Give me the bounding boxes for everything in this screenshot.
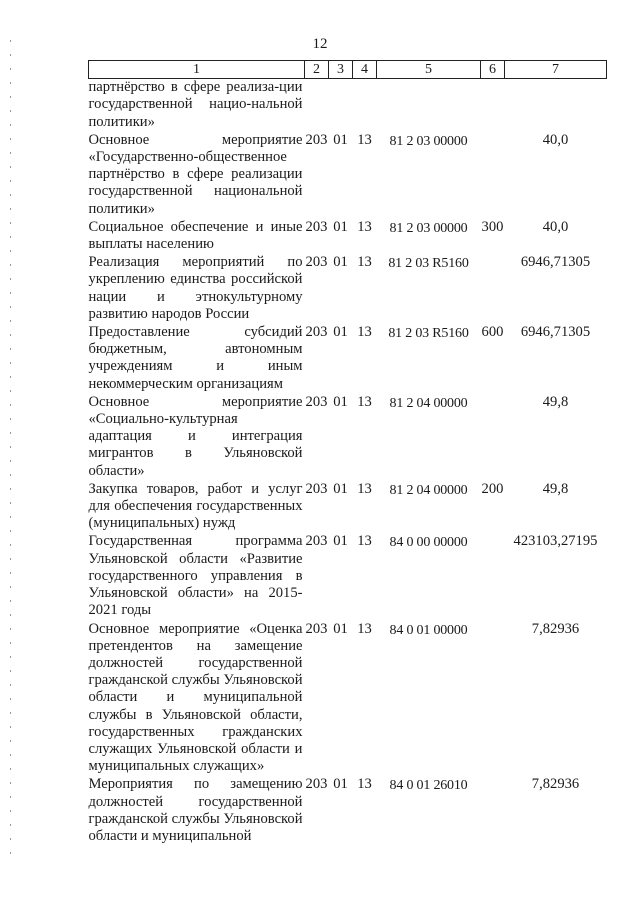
- row-name: Мероприятия по замещению должностей государственной гражданской службы Ульяновской области и муниципальной: [88, 776, 303, 844]
- row-code-section: [329, 79, 353, 132]
- table-row: [89, 621, 607, 777]
- row-code-section: 01: [333, 393, 348, 410]
- row-code-target: 81 2 03 00000: [389, 133, 468, 149]
- header-col-2: 2: [305, 61, 329, 79]
- row-amount: 40,0: [542, 218, 569, 235]
- row-code-subsection: 13: [357, 131, 372, 148]
- scan-margin-dots: [10, 40, 11, 860]
- row-code-expense-type: 200: [481, 480, 504, 497]
- row-amount: 7,82936: [531, 620, 580, 637]
- row-code-subsection: 13: [357, 254, 372, 271]
- table-row: [89, 132, 607, 219]
- row-code-subsection: 13: [357, 218, 372, 235]
- row-code-subsection: 13: [357, 324, 372, 341]
- row-code-section: 01: [333, 776, 348, 793]
- row-code-admin: 203: [305, 254, 328, 271]
- row-code-target: 84 0 01 00000: [389, 622, 468, 638]
- row-code-section: 01: [333, 480, 348, 497]
- row-amount: 423103,27195: [513, 533, 598, 550]
- header-col-6: 6: [481, 61, 505, 79]
- row-code-target: [377, 79, 481, 132]
- table-row: [89, 79, 607, 132]
- row-code-subsection: 13: [357, 533, 372, 550]
- table-row: [89, 254, 607, 324]
- row-code-section: 01: [333, 533, 348, 550]
- row-code-expense-type: [481, 132, 505, 219]
- row-name: партнёрство в сфере реализа-ции государственной нацио-нальной политики»: [88, 79, 303, 130]
- row-name: Основное мероприятие «Оценка претендентов на замещение должностей государственной гражданской службы Ульяновской области и муниципальной службы в Ульяновской области, государственных гражданских служащих Ульяновской области и муниципальных служащих»: [88, 620, 303, 775]
- table-row: [89, 394, 607, 481]
- row-amount: 49,8: [542, 393, 569, 410]
- row-amount: 6946,71305: [520, 324, 591, 341]
- row-code-section: 01: [333, 218, 348, 235]
- header-col-3: 3: [329, 61, 353, 79]
- row-amount: 40,0: [542, 131, 569, 148]
- page-number: 12: [312, 36, 328, 52]
- row-code-admin: 203: [305, 776, 328, 793]
- row-code-target: 81 2 04 00000: [389, 482, 468, 498]
- row-code-expense-type: [481, 621, 505, 777]
- row-code-section: 01: [333, 254, 348, 271]
- header-col-1: 1: [89, 61, 305, 79]
- table-body: [89, 79, 607, 846]
- row-code-admin: 203: [305, 131, 328, 148]
- row-code-admin: [305, 79, 329, 132]
- budget-table: [88, 60, 607, 846]
- row-name: Предоставление субсидий бюджетным, автономным учреждениям и иным некоммерческим организациям: [88, 324, 303, 392]
- row-code-expense-type: [481, 394, 505, 481]
- row-code-target: 81 2 03 R5160: [388, 256, 469, 272]
- table-header: [89, 61, 607, 79]
- row-name: Основное мероприятие «Государственно-общественное партнёрство в сфере реализации государственной национальной политики»: [88, 131, 303, 217]
- row-code-section: 01: [333, 131, 348, 148]
- row-code-admin: 203: [305, 533, 328, 550]
- row-code-subsection: [353, 79, 377, 132]
- row-code-admin: 203: [305, 393, 328, 410]
- table-row: [89, 324, 607, 394]
- row-code-expense-type: [481, 533, 505, 620]
- row-name: Основное мероприятие «Социально-культурная адаптация и интеграция мигрантов в Ульяновской области»: [88, 393, 303, 479]
- row-name: Государственная программа Ульяновской области «Развитие государственного управления в Ульяновской области» на 2015-2021 годы: [88, 533, 303, 619]
- row-code-expense-type: [481, 776, 505, 846]
- table-row: [89, 776, 607, 846]
- row-code-expense-type: [481, 254, 505, 324]
- row-code-target: 81 2 03 R5160: [388, 326, 469, 342]
- row-code-admin: 203: [305, 480, 328, 497]
- row-code-target: 84 0 01 26010: [389, 778, 468, 794]
- row-amount: 49,8: [542, 480, 569, 497]
- row-name: Закупка товаров, работ и услуг для обеспечения государственных (муниципальных) нужд: [88, 480, 303, 532]
- row-code-subsection: 13: [357, 620, 372, 637]
- row-code-target: 84 0 00 00000: [389, 535, 468, 551]
- table-row: [89, 219, 607, 254]
- row-name: Социальное обеспечение и иные выплаты населению: [88, 218, 303, 253]
- row-amount: [505, 79, 607, 132]
- table-row: [89, 533, 607, 620]
- row-code-section: 01: [333, 324, 348, 341]
- row-amount: 7,82936: [531, 776, 580, 793]
- row-code-subsection: 13: [357, 393, 372, 410]
- row-code-admin: 203: [305, 218, 328, 235]
- header-col-5: 5: [377, 61, 481, 79]
- row-code-expense-type: 600: [481, 324, 504, 341]
- row-code-admin: 203: [305, 324, 328, 341]
- header-col-7: 7: [505, 61, 607, 79]
- header-col-4: 4: [353, 61, 377, 79]
- row-code-admin: 203: [305, 620, 328, 637]
- row-code-target: 81 2 03 00000: [389, 220, 468, 236]
- row-code-target: 81 2 04 00000: [389, 395, 468, 411]
- row-code-subsection: 13: [357, 480, 372, 497]
- row-code-expense-type: [481, 79, 505, 132]
- row-amount: 6946,71305: [520, 254, 591, 271]
- row-name: Реализация мероприятий по укреплению единства российской нации и этнокультурному развитию народов России: [88, 254, 303, 322]
- row-code-subsection: 13: [357, 776, 372, 793]
- table-row: [89, 481, 607, 534]
- row-code-expense-type: 300: [481, 218, 504, 235]
- row-code-section: 01: [333, 620, 348, 637]
